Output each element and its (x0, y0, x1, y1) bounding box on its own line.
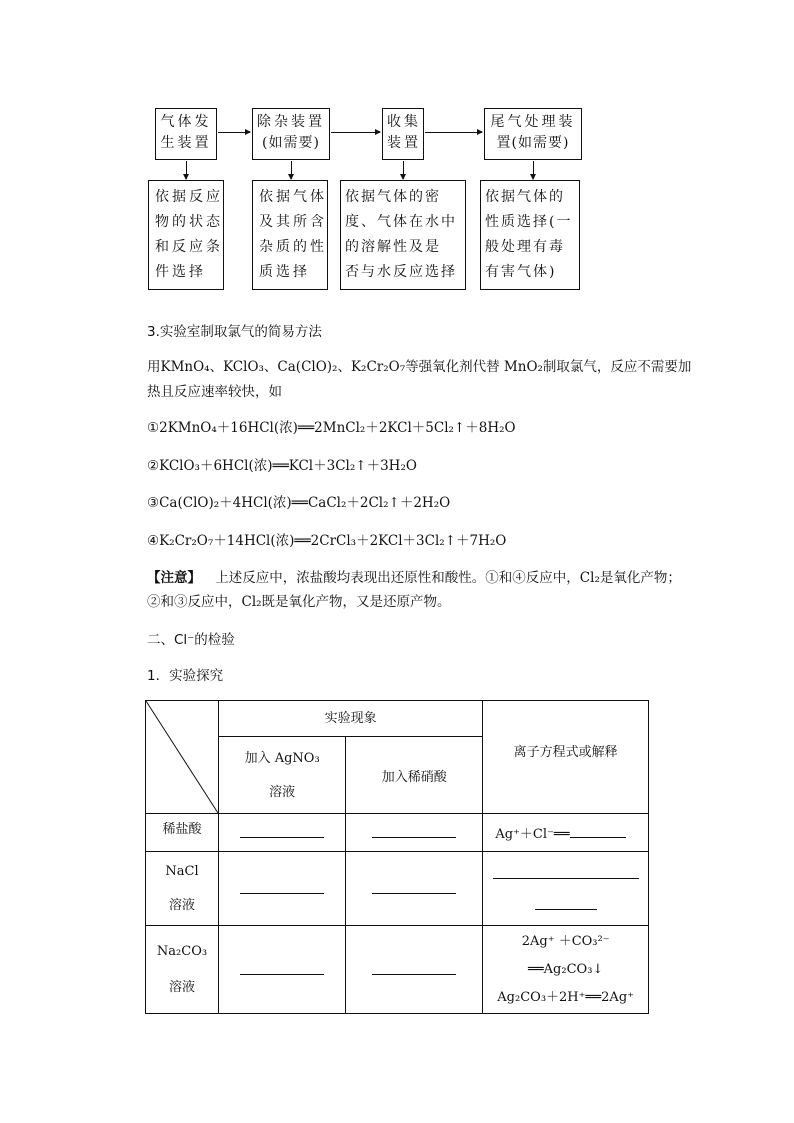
flow-basis-text: 依据气体的密 (345, 189, 441, 205)
equation-text: Ag⁺＋Cl⁻══ (495, 827, 570, 842)
flow-basis-text: 物的状态 (155, 214, 223, 230)
answer-blank[interactable] (493, 864, 639, 879)
row-label: 稀盐酸 (146, 814, 219, 852)
flow-basis-box-tail-gas (480, 180, 580, 290)
flow-box-text: 尾气处理装 (490, 114, 576, 130)
flow-box-tail-gas (484, 108, 582, 160)
arrow-down-icon (403, 161, 404, 179)
equation-line: 2Ag⁺ ＋CO₃²⁻ (521, 933, 610, 949)
flow-box-text: 置(如需要) (496, 135, 570, 151)
header-phenomena: 实验现象 (219, 701, 483, 737)
flow-box-text: 装置 (387, 135, 421, 151)
row-label-line: NaCl (165, 863, 199, 879)
flow-box-text: 除杂装置 (257, 114, 325, 130)
answer-blank[interactable] (240, 823, 324, 838)
arrow-right-icon (425, 132, 482, 133)
answer-blank[interactable] (240, 960, 324, 975)
header-agno3-line: 溶液 (269, 785, 296, 801)
flow-basis-text: 及其所含 (259, 214, 327, 230)
experiment-table (145, 700, 649, 1014)
section-heading: 二、Cl⁻的检验 (147, 632, 235, 648)
arrow-right-icon (218, 132, 250, 133)
answer-blank[interactable] (372, 823, 456, 838)
answer-blank-cell (346, 926, 483, 1014)
sub-heading: 1．实验探究 (147, 668, 224, 684)
answer-blank-cell (346, 814, 483, 852)
flow-box-impurity-removal (252, 108, 330, 160)
flow-box-text: (如需要) (262, 135, 320, 151)
intro-paragraph-line: 用KMnO₄、KClO₃、Ca(ClO)₂、K₂Cr₂O₇等强氧化剂代替 MnO₂制取氯气，反应不需要加 (147, 359, 692, 375)
flow-basis-text: 的溶解性及是 (345, 239, 441, 255)
answer-blank[interactable] (535, 895, 597, 910)
reaction-equation: ③Ca(ClO)₂＋4HCl(浓)══CaCl₂＋2Cl₂↑＋2H₂O (147, 495, 451, 511)
flow-basis-box-generation (148, 180, 224, 290)
row-label-line: Na₂CO₃ (156, 943, 208, 959)
flow-box-text: 气体发 (160, 114, 212, 130)
arrow-down-icon (291, 161, 292, 179)
flow-basis-box-impurity (252, 180, 328, 290)
flow-basis-text: 般处理有毒 (485, 239, 565, 255)
answer-blank-cell (219, 852, 346, 926)
diagonal-line (146, 701, 218, 813)
arrow-down-icon (533, 161, 534, 179)
row-label (146, 852, 219, 926)
equation-line: Ag₂CO₃＋2H⁺══2Ag⁺ (497, 989, 635, 1005)
answer-blank-cell (346, 852, 483, 926)
arrow-right-icon (331, 132, 380, 133)
reaction-equation: ①2KMnO₄＋16HCl(浓)══2MnCl₂＋2KCl＋5Cl₂↑＋8H₂O (147, 420, 516, 436)
flow-box-text: 生装置 (160, 135, 212, 151)
flow-basis-text: 否与水反应选择 (345, 264, 457, 280)
answer-blank-cell (219, 926, 346, 1014)
note-text: 上述反应中，浓盐酸均表现出还原性和酸性。①和④反应中，Cl₂是氧化产物； (215, 570, 681, 586)
flow-basis-text: 度、气体在水中 (345, 214, 457, 230)
diagonal-header-cell (146, 701, 219, 814)
row-label-line: 溶液 (168, 979, 195, 995)
header-agno3 (219, 737, 346, 814)
header-hno3: 加入稀硝酸 (346, 737, 483, 814)
header-equation: 离子方程式或解释 (483, 701, 649, 814)
flow-basis-text: 依据气体 (259, 189, 327, 205)
intro-paragraph-line: 热且反应速率较快，如 (147, 384, 282, 400)
flow-basis-text: 有害气体) (485, 264, 557, 280)
answer-blank[interactable] (372, 879, 456, 894)
equation-cell (483, 926, 649, 1014)
flow-basis-text: 件选择 (155, 264, 206, 280)
flow-box-text: 收集 (387, 114, 421, 130)
reaction-equation: ④K₂Cr₂O₇＋14HCl(浓)══2CrCl₃＋2KCl＋3Cl₂↑＋7H₂O (147, 533, 507, 549)
flow-basis-box-collection (340, 180, 466, 290)
note-paragraph (147, 568, 681, 588)
flow-basis-text: 依据反应 (155, 189, 223, 205)
flow-basis-text: 质选择 (259, 264, 310, 280)
flow-box-collection (382, 108, 424, 160)
section-heading: 3.实验室制取氯气的简易方法 (147, 324, 322, 340)
flow-basis-text: 性质选择(一 (485, 214, 573, 230)
flow-box-gas-generation (155, 108, 217, 160)
answer-blank[interactable] (372, 960, 456, 975)
equation-cell (483, 852, 649, 926)
row-label-line: 溶液 (168, 897, 195, 913)
answer-blank-cell (219, 814, 346, 852)
reaction-equation: ②KClO₃＋6HCl(浓)══KCl＋3Cl₂↑＋3H₂O (147, 458, 417, 474)
header-agno3-line: 加入 AgNO₃ (244, 751, 320, 767)
arrow-down-icon (186, 161, 187, 179)
equation-line: ══Ag₂CO₃↓ (528, 961, 604, 977)
flow-basis-text: 依据气体的 (485, 189, 565, 205)
answer-blank[interactable] (240, 879, 324, 894)
equation-cell (483, 814, 649, 852)
answer-blank[interactable] (570, 823, 626, 838)
flow-basis-text: 杂质的性 (259, 239, 327, 255)
note-paragraph-line: ②和③反应中，Cl₂既是氧化产物，又是还原产物。 (147, 594, 451, 610)
note-label: 【注意】 (147, 570, 201, 586)
flow-basis-text: 和反应条 (155, 239, 223, 255)
row-label (146, 926, 219, 1014)
